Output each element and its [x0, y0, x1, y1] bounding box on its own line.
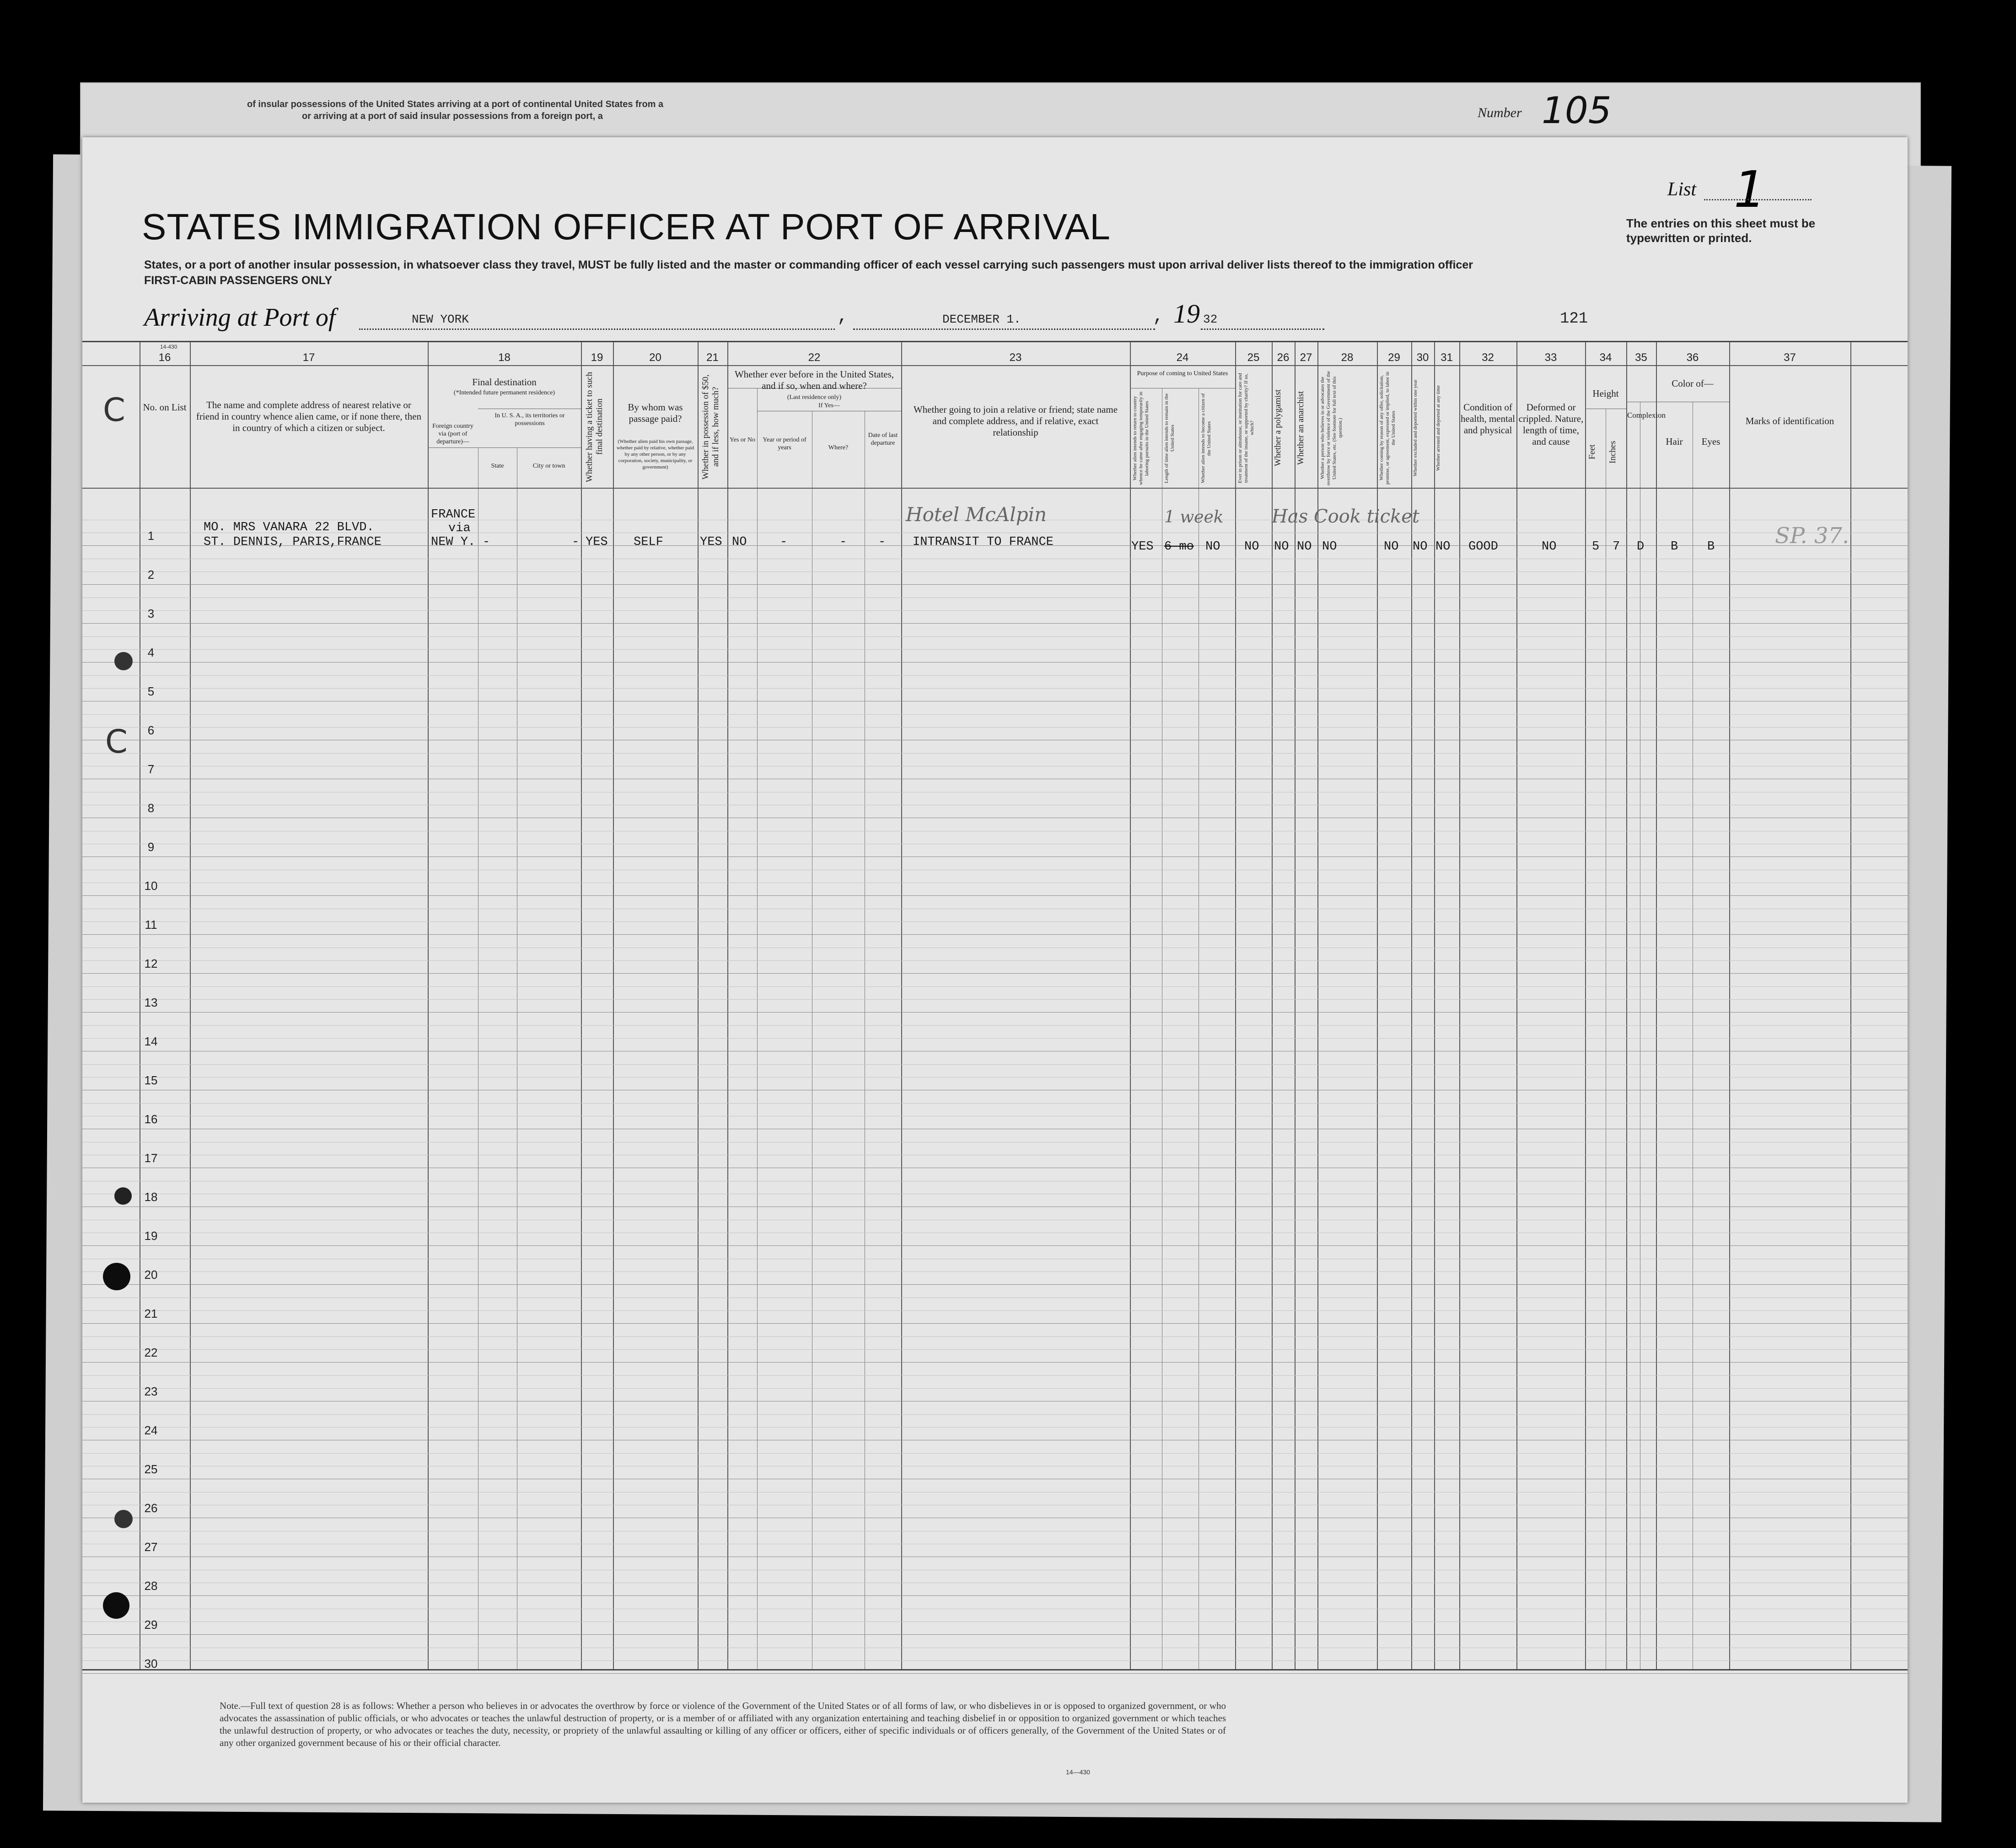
row-line	[82, 1453, 1908, 1454]
header-prison: Ever in prison or almshouse, or institution for care and treatment of the insane, or supported by charity? If so, which?	[1237, 373, 1255, 483]
cell-inches: 7	[1613, 540, 1620, 554]
form-code-top: 14-430	[160, 344, 177, 350]
header-final-destination-sub: (*Intended future permanent residence)	[453, 389, 555, 396]
row-number: 11	[145, 918, 157, 932]
row-number: 7	[147, 762, 155, 776]
row-number: 5	[147, 684, 155, 698]
header-in-usa: In U. S. A., its territories or possessions	[495, 412, 565, 427]
punch-hole	[114, 1187, 132, 1205]
cell-where: -	[839, 535, 847, 549]
header-eyes: Eyes	[1701, 436, 1720, 447]
cell-q31: NO	[1435, 540, 1451, 554]
row-line	[82, 610, 1908, 611]
subtitle	[144, 257, 1654, 288]
header-deformed: Deformed or crippled. Nature, length of time, and cause	[1518, 402, 1584, 447]
entries-note: The entries on this sheet must be typewritten or printed.	[1626, 216, 1816, 245]
arriving-label: Arriving at Port of	[144, 303, 336, 332]
colnum-24: 24	[1176, 351, 1189, 364]
row-line	[82, 1660, 1908, 1661]
row-line	[82, 895, 1908, 896]
row-line	[82, 999, 1908, 1000]
cell-purpose-b: 6 mo	[1164, 540, 1194, 554]
colnum-20: 20	[649, 351, 661, 364]
row-line	[82, 584, 1908, 585]
cell-ticket: YES	[586, 535, 608, 549]
row-line	[82, 753, 1908, 754]
header-purpose-a: Whether alien intends to return to country whence he came after engaging temporarily in laboring pursuits in the United States	[1132, 392, 1150, 485]
header-health: Condition of health, mental and physical	[1461, 402, 1515, 436]
row-number: 24	[144, 1423, 158, 1437]
row-line	[82, 960, 1908, 961]
row-line	[82, 714, 1908, 715]
cell-anarchist: NO	[1297, 540, 1312, 554]
hand-purpose-b: 1 week	[1164, 508, 1224, 527]
colnum-33: 33	[1544, 351, 1557, 364]
colnum-23: 23	[1009, 351, 1022, 364]
cell-hair: B	[1671, 540, 1678, 554]
comma-2: ,	[1153, 307, 1164, 327]
row-line	[82, 636, 1908, 637]
header-foreign-country: Foreign country via (port of departure)—	[432, 423, 473, 445]
header-nearest-relative: The name and complete address of nearest relative or friend in country whence alien came, or if none there, then in country of which a citizen or subject.	[196, 399, 422, 433]
code-value: 121	[1560, 310, 1588, 328]
number-label: Number	[1478, 105, 1522, 120]
row-number: 2	[147, 568, 155, 582]
colnum-18: 18	[498, 351, 511, 364]
header-ever-before: Whether ever before in the United States, and if so, when and where?	[734, 369, 894, 391]
row-line	[82, 571, 1908, 572]
cell-year-period: -	[780, 535, 788, 549]
cell-city: -	[572, 535, 580, 549]
row-line	[82, 688, 1908, 689]
row-line	[82, 1673, 1908, 1674]
row-number: 12	[144, 957, 158, 970]
cell-date-departure: -	[878, 535, 886, 549]
row-line	[82, 662, 1908, 663]
cell-health: GOOD	[1468, 540, 1498, 554]
colnum-25: 25	[1247, 351, 1260, 364]
row-line	[82, 1336, 1908, 1337]
cell-polygamist: NO	[1274, 540, 1289, 554]
colnum-21: 21	[706, 351, 719, 364]
row-line	[82, 1323, 1908, 1324]
cell-q29: NO	[1384, 540, 1399, 554]
header-ticket: Whether having a ticket to such final destination	[585, 372, 604, 482]
header-city-or-town: City or town	[532, 463, 565, 469]
header-purpose-c: Whether alien intends to become a citizen of the United States	[1200, 393, 1212, 484]
form-code-bottom: 14—430	[1066, 1768, 1090, 1776]
header-feet: Feet	[1587, 444, 1597, 460]
subtitle-line2: FIRST-CABIN PASSENGERS ONLY	[144, 274, 333, 287]
row-line	[82, 1634, 1908, 1635]
port-value: NEW YORK	[412, 312, 469, 326]
punch-hole	[114, 1510, 133, 1528]
cell-foreign-line3: NEW Y.	[431, 535, 476, 549]
row-line	[82, 1012, 1908, 1013]
row-number: 25	[144, 1462, 158, 1476]
top-strip-text	[247, 98, 1436, 122]
page-title: STATES IMMIGRATION OFFICER AT PORT OF ARRIVAL	[142, 206, 1111, 247]
row-number: 20	[144, 1268, 158, 1282]
colnum-29: 29	[1388, 351, 1400, 364]
cell-deformed: NO	[1542, 540, 1557, 554]
date-value: DECEMBER 1.	[942, 312, 1021, 326]
header-purpose-b: Length of time alien intends to remain in the United States	[1164, 393, 1175, 484]
header-q29: Whether coming by reason of any offer, solicitation, promise, or agreement, expressed or implied, to labor in the United States	[1379, 372, 1396, 485]
row-line	[82, 1388, 1908, 1389]
cell-foreign-line2: via	[448, 522, 471, 535]
manifest-sheet	[82, 137, 1908, 1803]
cell-state: -	[483, 535, 490, 549]
row-line	[82, 973, 1908, 974]
row-line	[82, 649, 1908, 650]
cell-q30: NO	[1413, 540, 1428, 554]
header-color-of: Color of—	[1672, 378, 1714, 389]
row-number: 1	[147, 529, 155, 543]
cell-complexion: D	[1637, 540, 1645, 554]
colnum-16: 16	[158, 351, 171, 364]
cell-purpose-c: NO	[1205, 540, 1220, 554]
colnum-36: 36	[1686, 351, 1699, 364]
header-q31: Whether arrested and deported at any time	[1435, 385, 1441, 471]
cell-q28: NO	[1322, 540, 1337, 554]
header-date-last-departure: Date of last departure	[868, 432, 898, 447]
subtitle-line1: States, or a port of another insular possession, in whatsoever class they travel, MUST be fully listed and the master or commanding officer of each vessel carrying such passengers must upon arrival deliver lists thereof to the immigration officer	[144, 259, 1473, 271]
row-line	[82, 1427, 1908, 1428]
colnum-34: 34	[1599, 351, 1612, 364]
header-q28: Whether a person who believes in or advocates the overthrow by force or violence of the Government of the United States, etc. (See footnote for full text of this question.)	[1320, 371, 1343, 485]
row-number: 6	[147, 723, 155, 737]
row-number: 30	[144, 1657, 158, 1670]
row-line	[82, 1064, 1908, 1065]
row-number: 29	[144, 1618, 158, 1632]
header-no-on-list: No. on List	[143, 402, 187, 413]
cell-eyes: B	[1707, 540, 1715, 554]
cell-join-relative: INTRANSIT TO FRANCE	[913, 535, 1054, 549]
cell-feet: 5	[1592, 540, 1600, 554]
header-if-yes: If Yes—	[818, 402, 840, 409]
cell-paid-by: SELF	[634, 535, 663, 549]
row-number: 23	[144, 1385, 158, 1398]
row-line	[82, 675, 1908, 676]
header-yes-or-no: Yes or No	[729, 436, 756, 443]
colnum-30: 30	[1416, 351, 1429, 364]
row-number: 16	[144, 1112, 158, 1126]
header-purpose: Purpose of coming to United States	[1137, 370, 1228, 377]
row-number: 3	[147, 607, 155, 620]
header-possession-50: Whether in possession of $50, and if less, how much?	[701, 374, 720, 480]
number-value: 105	[1542, 89, 1612, 132]
colnum-37: 37	[1784, 351, 1796, 364]
row-line	[82, 1375, 1908, 1376]
header-hair: Hair	[1666, 436, 1683, 447]
row-number: 9	[147, 840, 155, 854]
row-line	[82, 1310, 1908, 1311]
hand-q28: Has Cook ticket	[1272, 506, 1419, 527]
header-complexion: Complexion	[1627, 411, 1666, 420]
port-line	[359, 329, 835, 330]
header-year-or-period: Year or period of years	[763, 436, 806, 451]
row-line	[82, 1349, 1908, 1350]
top-strip-line1: of insular possessions of the United States arriving at a port of continental United States from a	[247, 99, 664, 109]
punch-hole	[114, 652, 133, 670]
header-q30: Whether excluded and deported within one year	[1413, 379, 1418, 477]
header-height: Height	[1592, 388, 1619, 399]
header-final-destination: Final destination	[472, 377, 537, 388]
footnote: Note.—Full text of question 28 is as follows: Whether a person who believes in or advocates the overthrow by force or violence of the Government of the United States or of all forms of law, or who disbelieves in or is opposed to organized government, or who advocates the assassination of public officials, or who advocates or teaches the unlawful destruction of property, or is a member of or affiliated with any organization entertaining and teaching disbelief in or opposition to organized government or which teaches the unlawful destruction of property, or who advocates or teaches the duty, necessity, or propriety of the unlawful assaulting or killing of any officer or officers, either of specific individuals or of officers generally, of the Government of the United States or of any other organized government because of his or their official character.	[220, 1700, 1226, 1748]
colnum-27: 27	[1300, 351, 1312, 364]
row-number: 21	[144, 1307, 158, 1320]
colnum-32: 32	[1482, 351, 1494, 364]
cell-prison: NO	[1244, 540, 1259, 554]
row-line	[82, 1414, 1908, 1415]
punch-hole	[103, 1263, 130, 1290]
header-polygamist: Whether a polygamist	[1273, 389, 1283, 467]
year-suffix: 32	[1203, 312, 1218, 326]
colnum-28: 28	[1341, 351, 1354, 364]
row-line	[82, 921, 1908, 922]
cell-ever-before: NO	[732, 535, 747, 549]
header-state: State	[491, 463, 504, 469]
header-where: Where?	[828, 444, 849, 451]
list-value: 1	[1734, 160, 1766, 219]
header-by-whom-paid-sub: (Whether alien paid his own passage, whether paid by relative, whether paid by any other person, or by any corporation, society, municipality, or government)	[616, 439, 694, 470]
row-line	[82, 1038, 1908, 1039]
row-line	[82, 1025, 1908, 1026]
colnum-31: 31	[1441, 351, 1453, 364]
header-by-whom-paid: By whom was passage paid?	[628, 402, 683, 424]
row-number: 10	[144, 879, 158, 893]
colnum-17: 17	[302, 351, 315, 364]
colnum-19: 19	[591, 351, 603, 364]
top-strip-line2: or arriving at a port of said insular possessions from a foreign port, a	[302, 111, 603, 121]
row-number: 27	[144, 1540, 158, 1554]
row-number: 22	[144, 1346, 158, 1359]
cell-possession-50: YES	[700, 535, 722, 549]
colnum-26: 26	[1277, 351, 1290, 364]
row-line	[82, 1103, 1908, 1104]
list-underline	[1704, 199, 1812, 200]
row-number: 13	[144, 996, 158, 1009]
list-label: List	[1667, 179, 1697, 200]
colnum-35: 35	[1635, 351, 1647, 364]
header-join-relative: Whether going to join a relative or friend; state name and complete address, and if relative, exact relationship	[913, 404, 1118, 438]
header-inches: Inches	[1608, 441, 1618, 463]
year-prefix: 19	[1173, 299, 1200, 329]
year-line	[1201, 329, 1324, 330]
colnum-22: 22	[808, 351, 821, 364]
row-number: 14	[144, 1034, 158, 1048]
hand-join-relative: Hotel McAlpin	[906, 503, 1047, 526]
row-line	[82, 1077, 1908, 1078]
row-line	[82, 1245, 1908, 1246]
row-number: 4	[147, 646, 155, 659]
row-line	[82, 1362, 1908, 1363]
row-number: 15	[144, 1073, 158, 1087]
header-marks: Marks of identification	[1745, 415, 1834, 426]
row-number: 19	[144, 1229, 158, 1243]
cell-relative-line2: ST. DENNIS, PARIS,FRANCE	[204, 535, 382, 549]
binder-clip-mark-2: C	[105, 723, 128, 760]
row-number: 8	[147, 801, 155, 815]
row-number: 18	[144, 1190, 158, 1204]
header-anarchist: Whether an anarchist	[1296, 391, 1306, 465]
date-line	[853, 329, 1155, 330]
hand-marks: SP. 37.	[1775, 523, 1849, 549]
row-line	[82, 934, 1908, 935]
row-line	[82, 623, 1908, 624]
row-number: 26	[144, 1501, 158, 1515]
header-last-residence: (Last residence only)	[787, 394, 842, 401]
manifest-table	[82, 341, 1908, 1670]
row-line	[82, 1595, 1908, 1596]
row-number: 17	[144, 1151, 158, 1165]
row-line	[82, 1284, 1908, 1285]
binder-clip-mark: C	[103, 391, 125, 429]
cell-purpose-a: YES	[1131, 540, 1154, 554]
cell-relative-line1: MO. MRS VANARA 22 BLVD.	[204, 521, 374, 534]
row-line	[82, 986, 1908, 987]
cell-foreign-line1: FRANCE	[431, 508, 476, 522]
row-number: 28	[144, 1579, 158, 1593]
punch-hole	[103, 1592, 129, 1619]
comma: ,	[837, 307, 849, 327]
